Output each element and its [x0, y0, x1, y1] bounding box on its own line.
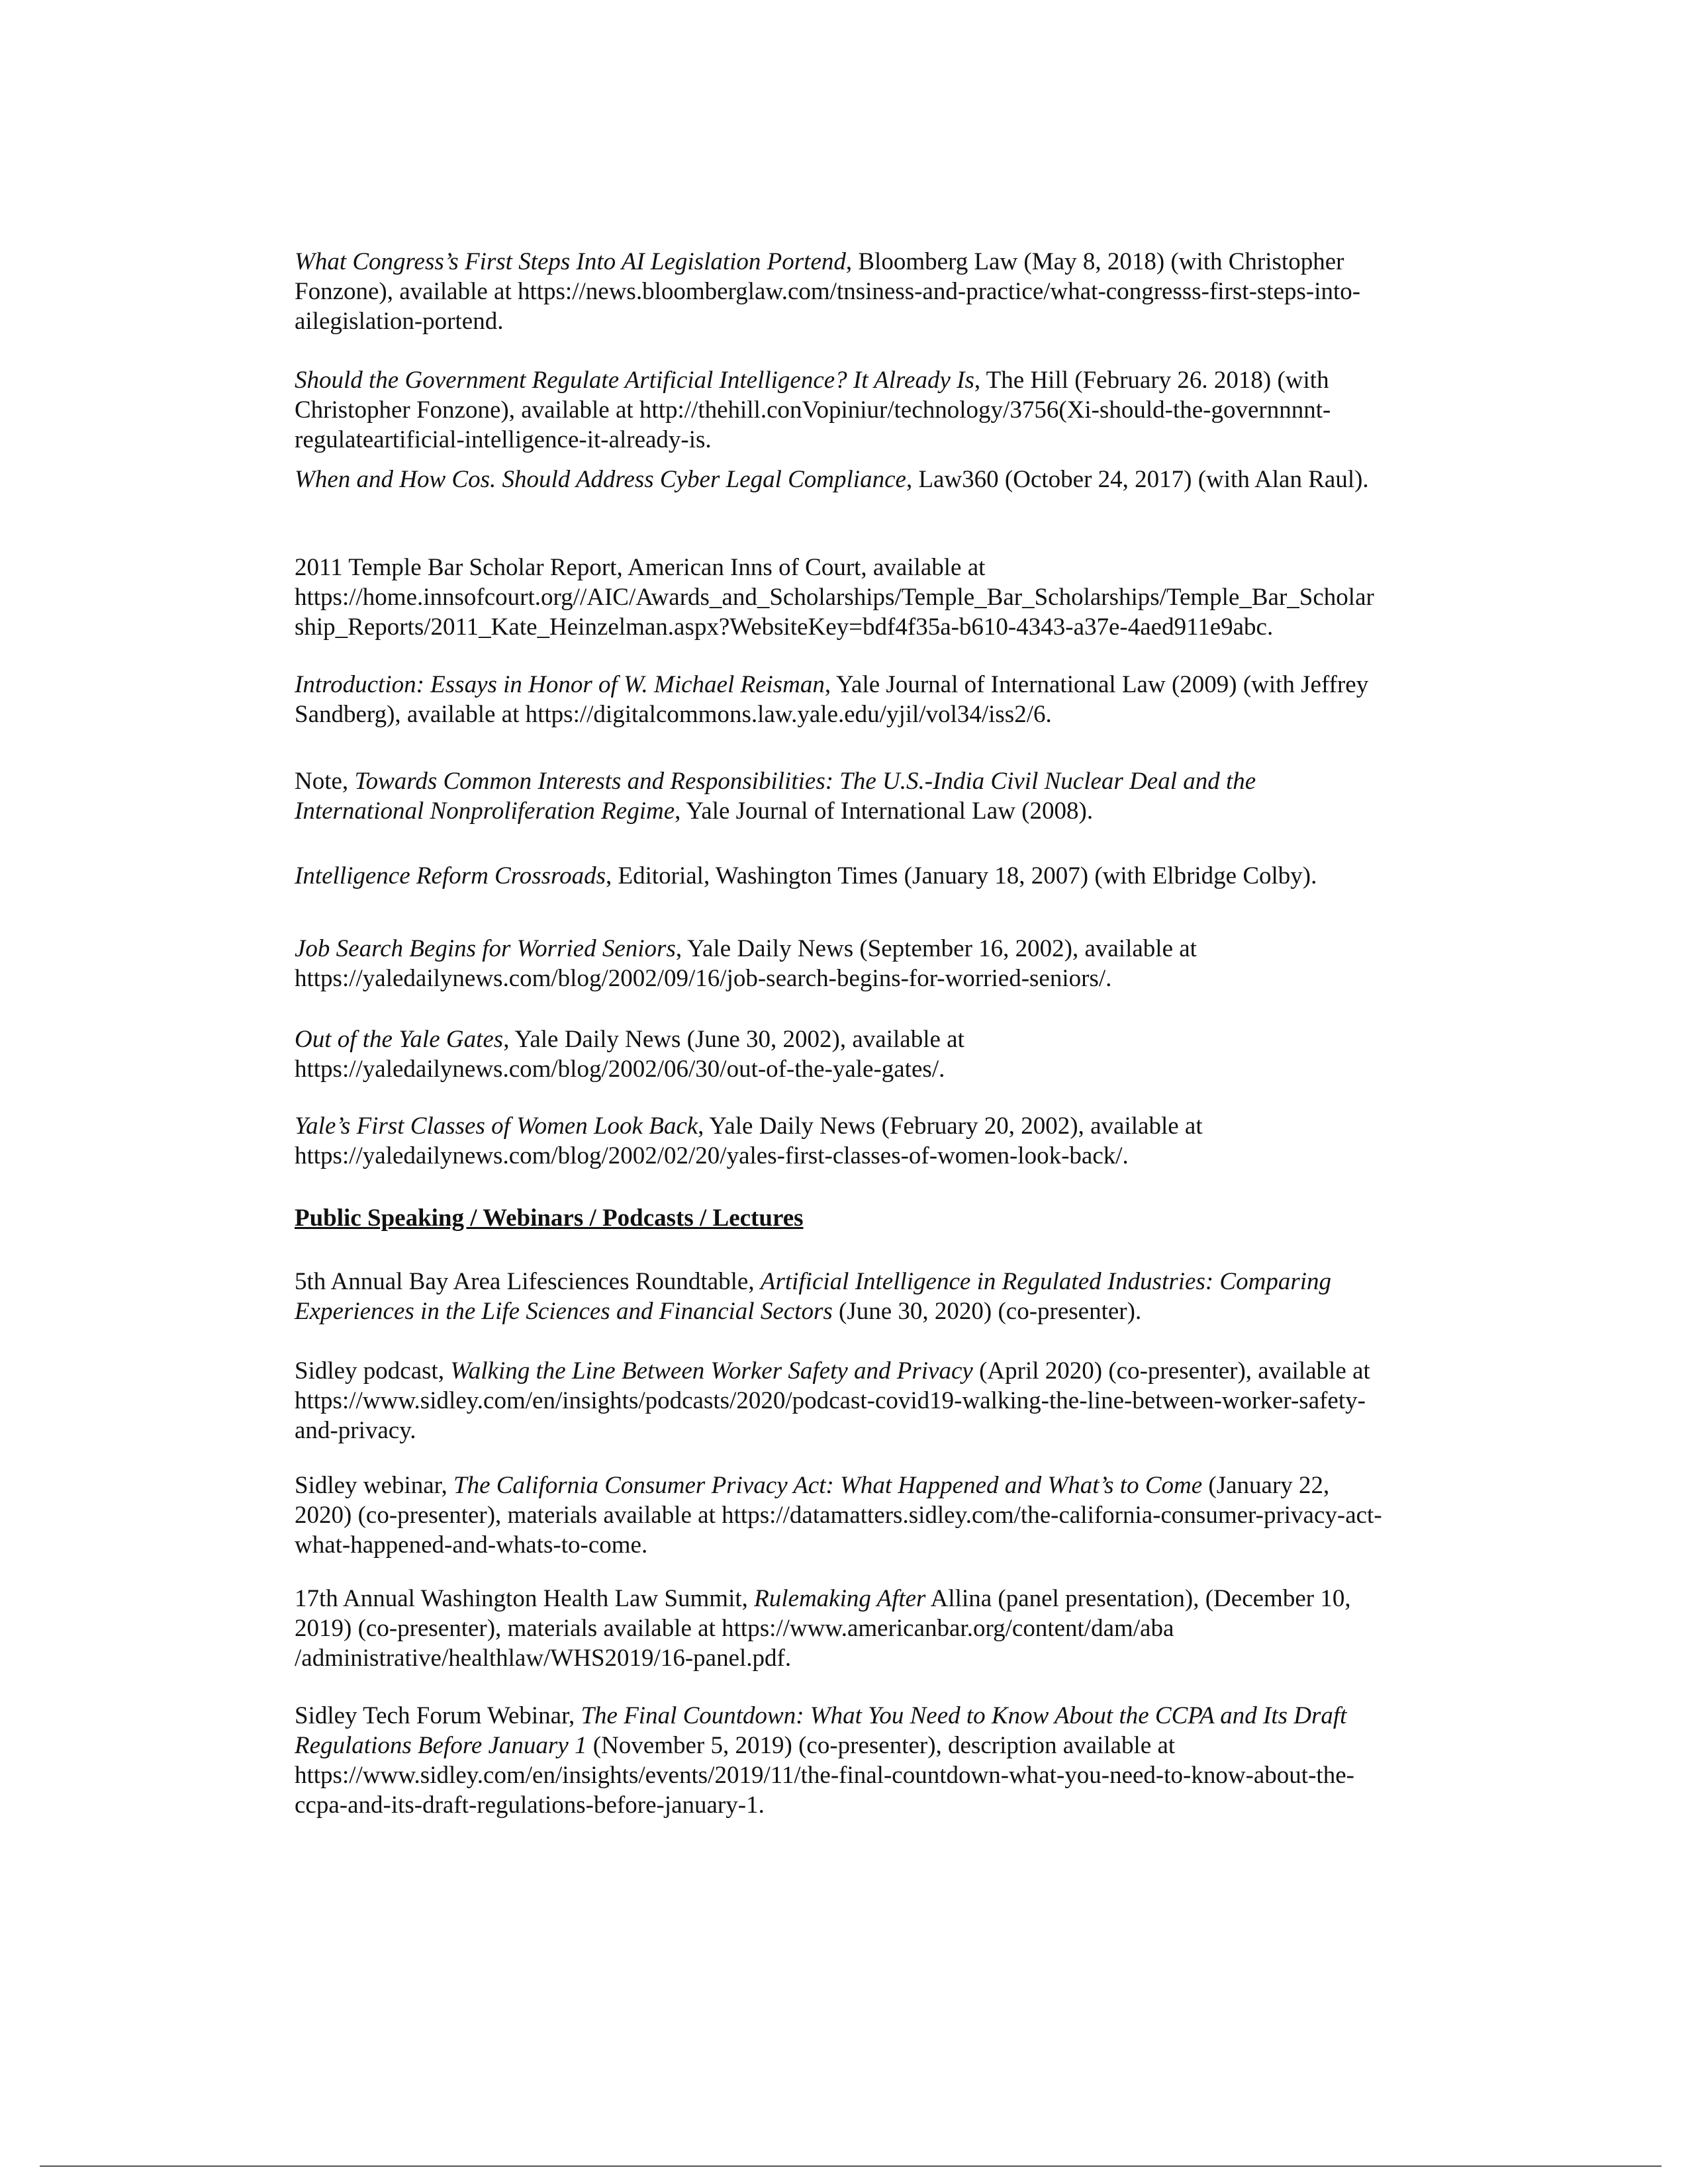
entry-title-text: Towards Common Interests and Responsibilities: The U.S.-India Civil Nuclear Deal and the [354, 768, 1256, 795]
entry-line [295, 1530, 1519, 1560]
entry-line [295, 861, 1519, 891]
entry-text: https://home.innsofcourt.org//AIC/Awards_and_Scholarships/Temple_Bar_Scholarships/Temple_Bar_Scholar [295, 584, 1374, 611]
publication-entry [295, 1024, 1519, 1084]
publication-entry [295, 934, 1519, 993]
speaking-entry [295, 1267, 1519, 1326]
entry-title-text: Out of the Yale Gates [295, 1026, 504, 1053]
publication-entry [295, 247, 1519, 336]
entry-text: Allina (panel presentation), (December 10, [925, 1585, 1351, 1612]
entry-line [295, 1614, 1519, 1643]
entry-line [295, 964, 1519, 993]
entry-line [295, 1643, 1519, 1673]
entry-title-text: Job Search Begins for Worried Seniors [295, 935, 676, 962]
entry-text: (June 30, 2020) (co-presenter). [832, 1298, 1142, 1325]
entry-title-text: The Final Countdown: What You Need to Know About the CCPA and Its Draft [581, 1702, 1347, 1729]
entry-line [295, 1141, 1519, 1171]
entry-text: ailegislation-portend. [295, 308, 504, 335]
entry-line [295, 1731, 1519, 1760]
entry-title-text: Regulations Before January 1 [295, 1732, 587, 1759]
entry-line [295, 1054, 1519, 1084]
entry-text: , Bloomberg Law (May 8, 2018) (with Christopher [845, 248, 1344, 275]
entry-line [295, 395, 1519, 425]
speaking-entry [295, 1701, 1519, 1820]
publication-entry [295, 365, 1519, 455]
entry-text: , Yale Daily News (June 30, 2002), available at [503, 1026, 964, 1053]
entry-text: https://www.sidley.com/en/insights/events/2019/11/the-final-countdown-what-you-need-to-know-about-the- [295, 1762, 1354, 1789]
entry-text: , Editorial, Washington Times (January 18, 2007) (with Elbridge Colby). [605, 862, 1317, 889]
entry-line [295, 766, 1519, 796]
bottom-rule [40, 2165, 1662, 2167]
entry-title-text: Introduction: Essays in Honor of W. Michael Reisman [295, 671, 825, 698]
entry-text: https://yaledailynews.com/blog/2002/09/16/job-search-begins-for-worried-seniors/. [295, 965, 1112, 992]
entry-text: Sidley Tech Forum Webinar, [295, 1702, 581, 1729]
entry-text: Sidley webinar, [295, 1472, 453, 1499]
entry-title-text: Yale’s First Classes of Women Look Back [295, 1113, 698, 1140]
entry-text: Sidley podcast, [295, 1357, 451, 1385]
entry-text: what-happened-and-whats-to-come. [295, 1531, 648, 1559]
entry-line [295, 247, 1519, 277]
entry-line [295, 1471, 1519, 1500]
entry-line [295, 796, 1519, 826]
entry-text: /administrative/healthlaw/WHS2019/16-panel.pdf. [295, 1645, 792, 1672]
entry-text: https://yaledailynews.com/blog/2002/06/30/out-of-the-yale-gates/. [295, 1056, 945, 1083]
entry-text: regulateartificial-intelligence-it-already-is. [295, 426, 712, 453]
entry-text: Fonzone), available at https://news.bloomberglaw.com/tnsiness-and-practice/what-congresss-first-steps-into- [295, 278, 1361, 305]
entry-text: Sandberg), available at https://digitalcommons.law.yale.edu/yjil/vol34/iss2/6. [295, 701, 1052, 728]
entry-text: ship_Reports/2011_Kate_Heinzelman.aspx?WebsiteKey=bdf4f35a-b610-4343-a37e-4aed911e9abc. [295, 614, 1274, 641]
entry-text: , Yale Journal of International Law (2008). [675, 797, 1094, 825]
entry-line [295, 277, 1519, 306]
entry-title-text: Artificial Intelligence in Regulated Industries: Comparing [760, 1268, 1332, 1295]
entry-title-text: When and How Cos. Should Address Cyber Legal Compliance [295, 466, 906, 493]
speaking-entry [295, 1356, 1519, 1445]
entry-text: and-privacy. [295, 1417, 416, 1444]
entry-title-text: International Nonproliferation Regime [295, 797, 675, 825]
entry-line [295, 1297, 1519, 1326]
entry-title-text: Walking the Line Between Worker Safety and Privacy [450, 1357, 973, 1385]
entry-text: (April 2020) (co-presenter), available at [972, 1357, 1370, 1385]
publication-entry [295, 465, 1519, 494]
section-heading-public-speaking: Public Speaking / Webinars / Podcasts / Lectures [295, 1205, 804, 1232]
entry-text: , Law360 (October 24, 2017) (with Alan Raul). [906, 466, 1369, 493]
entry-line [295, 612, 1519, 642]
entry-line [295, 1701, 1519, 1731]
entry-line [295, 465, 1519, 494]
entry-line [295, 582, 1519, 612]
entry-line [295, 1416, 1519, 1445]
speaking-entry [295, 1471, 1519, 1560]
speaking-entry [295, 1584, 1519, 1673]
entry-line [295, 306, 1519, 336]
entry-text: 17th Annual Washington Health Law Summit, [295, 1585, 755, 1612]
entry-line [295, 1024, 1519, 1054]
entry-text: ccpa-and-its-draft-regulations-before-january-1. [295, 1792, 765, 1819]
entry-line [295, 1584, 1519, 1614]
entry-line [295, 1386, 1519, 1416]
entry-line [295, 1267, 1519, 1297]
entry-line [295, 553, 1519, 582]
entry-text: (November 5, 2019) (co-presenter), description available at [586, 1732, 1176, 1759]
entry-line [295, 1760, 1519, 1790]
entry-line [295, 425, 1519, 455]
publication-entry [295, 766, 1519, 826]
entry-title-text: Intelligence Reform Crossroads [295, 862, 606, 889]
entry-line [295, 670, 1519, 700]
entry-text: 2020) (co-presenter), materials available at https://datamatters.sidley.com/the-california-consumer-privacy-act- [295, 1502, 1382, 1529]
entry-text: , The Hill (February 26. 2018) (with [974, 367, 1329, 394]
entry-text: Note, [295, 768, 355, 795]
entry-title-text: Rulemaking After [754, 1585, 926, 1612]
publication-entry [295, 1111, 1519, 1171]
entry-line [295, 700, 1519, 729]
entry-text: (January 22, [1202, 1472, 1330, 1499]
entry-line [295, 1356, 1519, 1386]
publication-entry [295, 553, 1519, 642]
entry-text: 2019) (co-presenter), materials available at https://www.americanbar.org/content/dam/aba [295, 1615, 1174, 1642]
entry-text: https://yaledailynews.com/blog/2002/02/20/yales-first-classes-of-women-look-back/. [295, 1142, 1129, 1169]
entry-line [295, 1790, 1519, 1820]
entry-text: 5th Annual Bay Area Lifesciences Roundtable, [295, 1268, 761, 1295]
publication-entry [295, 670, 1519, 729]
entry-line [295, 365, 1519, 395]
entry-text: Christopher Fonzone), available at http://thehill.conVopiniur/technology/3756(Xi-should-the-governnnnt- [295, 396, 1331, 424]
entry-line [295, 934, 1519, 964]
entry-title-text: Experiences in the Life Sciences and Financial Sectors [295, 1298, 833, 1325]
entry-text: , Yale Daily News (February 20, 2002), available at [698, 1113, 1203, 1140]
entry-line [295, 1500, 1519, 1530]
entry-title-text: Should the Government Regulate Artificial Intelligence? It Already Is [295, 367, 974, 394]
entry-text: 2011 Temple Bar Scholar Report, American Inns of Court, available at [295, 554, 986, 581]
publication-entry [295, 861, 1519, 891]
entry-text: , Yale Journal of International Law (2009) (with Jeffrey [824, 671, 1369, 698]
entry-line [295, 1111, 1519, 1141]
entry-text: , Yale Daily News (September 16, 2002), available at [675, 935, 1197, 962]
entry-text: https://www.sidley.com/en/insights/podcasts/2020/podcast-covid19-walking-the-line-between-worker-safety- [295, 1387, 1366, 1414]
entry-title-text: The California Consumer Privacy Act: What Happened and What’s to Come [453, 1472, 1203, 1499]
entry-title-text: What Congress’s First Steps Into AI Legislation Portend [295, 248, 846, 275]
